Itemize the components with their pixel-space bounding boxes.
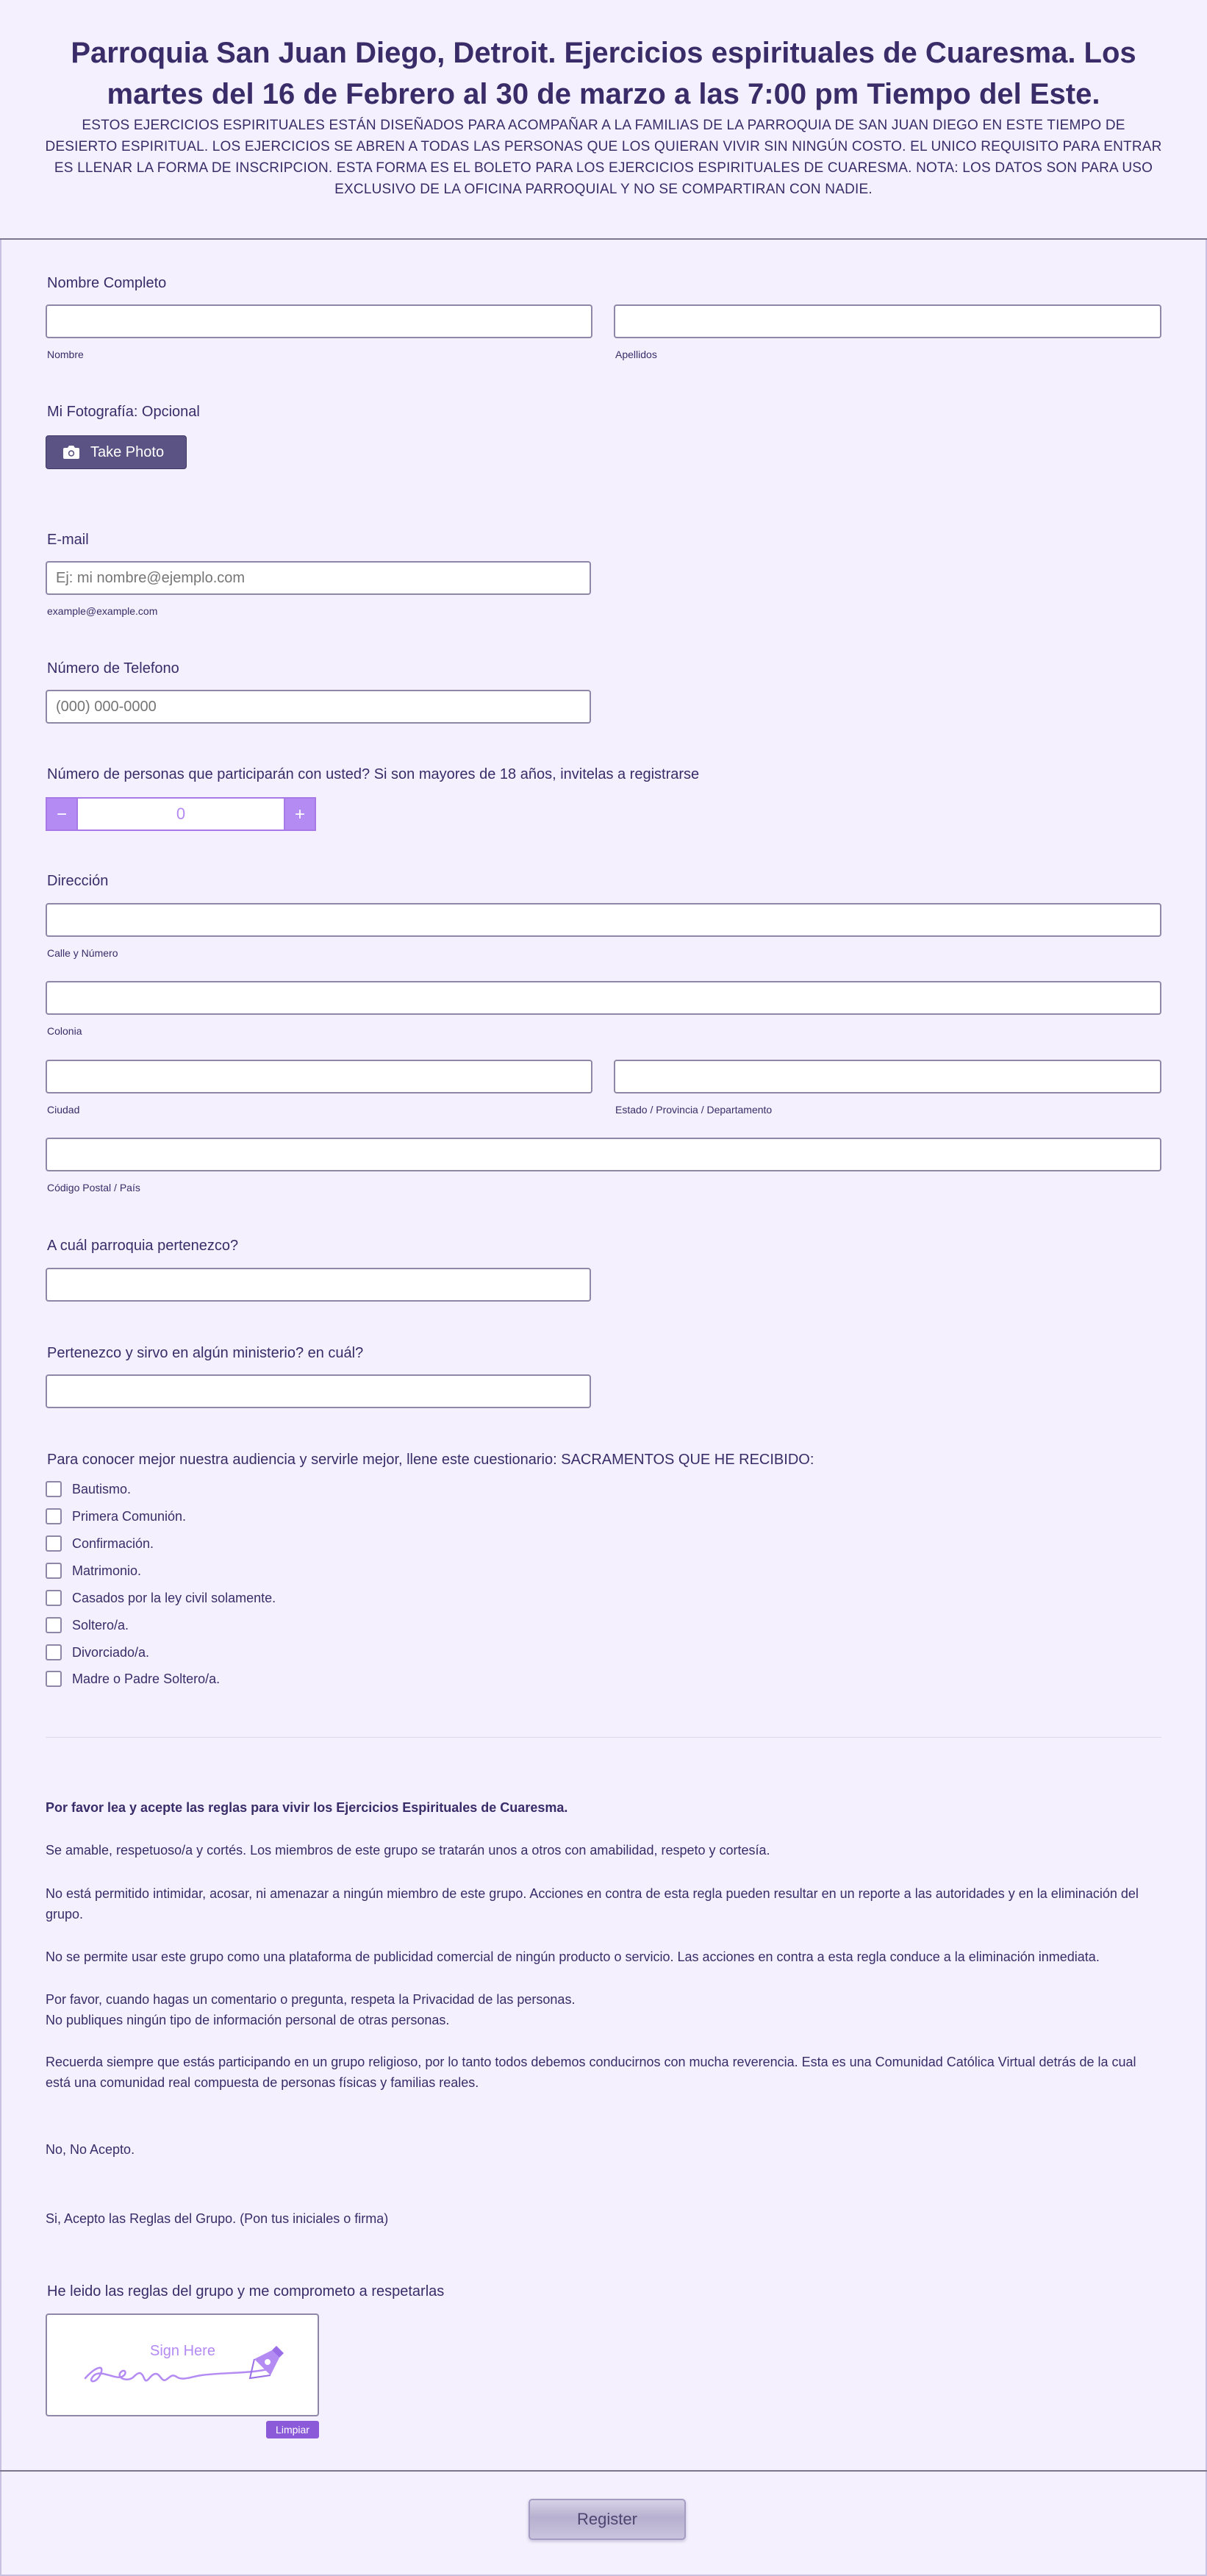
ministry-label: Pertenezco y sirvo en algún ministerio? en cuál? — [47, 1345, 364, 1361]
pen-icon — [250, 2346, 284, 2378]
address-label: Dirección — [47, 873, 109, 889]
take-photo-button[interactable] — [46, 435, 187, 469]
colonia-sublabel: Colonia — [47, 1025, 82, 1037]
photo-label: Mi Fotografía: Opcional — [47, 404, 200, 420]
guests-label: Número de personas que participarán con usted? Si son mayores de 18 años, invitelas a registrarse — [47, 766, 700, 782]
form-description: ESTOS EJERCICIOS ESPIRITUALES ESTÁN DISEÑADOS PARA ACOMPAÑAR A LA FAMILIAS DE LA PARROQUIA DE SAN JUAN DIEGO EN ESTE TIEMPO DE DESIERTO ESPIRITUAL. LOS EJERCICIOS SE ABREN A TODAS LAS PERSONAS QUE LOS QUIERAN VIVIR SIN NINGÚN COSTO. EL UNICO REQUISITO PARA ENTRAR ES LLENAR LA FORMA DE INSCRIPCION. ESTA FORMA ES EL BOLETO PARA LOS EJERCICIOS ESPIRITUALES DE CUARESMA. NOTA: LOS DATOS SON PARA USO EXCLUSIVO DE LA OFICINA PARROQUIAL Y NO SE COMPARTIRAN CON NADIE. — [45, 118, 1162, 197]
signature-pad[interactable] — [46, 2313, 319, 2416]
email-input[interactable] — [46, 561, 591, 595]
checkbox[interactable] — [46, 1617, 62, 1633]
register-button[interactable]: Register — [529, 2499, 686, 2540]
form-title: Parroquia San Juan Diego, Detroit. Ejercicios espirituales de Cuaresma. Los martes del 16 de Febrero al 30 de marzo a las 7:00 pm Tiempo del Este. — [71, 37, 1136, 110]
camera-icon — [62, 445, 80, 460]
rule-paragraph: No está permitido intimidar, acosar, ni amenazar a ningún miembro de este grupo. Acciones en contra de esta regla pueden resultar en un reporte a las autoridades y en la eliminación del grupo. — [46, 1886, 1139, 1922]
parish-label: A cuál parroquia pertenezco? — [47, 1238, 239, 1254]
phone-input[interactable] — [46, 690, 591, 724]
take-photo-label: Take Photo — [90, 444, 165, 460]
reject-rules-text: No, No Acepto. — [46, 2142, 135, 2157]
state-input[interactable] — [614, 1060, 1161, 1093]
colonia-input[interactable] — [46, 981, 1161, 1015]
survey-label: Para conocer mejor nuestra audiencia y servirle mejor, llene este cuestionario: SACRAMENTOS QUE HE RECIBIDO: — [47, 1452, 814, 1468]
ministry-input[interactable] — [46, 1374, 591, 1408]
checkbox[interactable] — [46, 1481, 62, 1497]
checkbox[interactable] — [46, 1563, 62, 1579]
sign-here-illustration — [47, 2315, 318, 2415]
last-name-sublabel: Apellidos — [615, 349, 657, 360]
form-header — [0, 0, 1207, 240]
section-divider — [46, 1737, 1161, 1738]
checkbox[interactable] — [46, 1535, 62, 1552]
street-sublabel: Calle y Número — [47, 947, 118, 959]
city-sublabel: Ciudad — [47, 1104, 80, 1116]
state-sublabel: Estado / Provincia / Departamento — [615, 1104, 773, 1116]
email-label: E-mail — [47, 532, 89, 548]
full-name-label: Nombre Completo — [47, 275, 167, 291]
checkbox[interactable] — [46, 1590, 62, 1606]
phone-label: Número de Telefono — [47, 660, 179, 677]
signature-label: He leido las reglas del grupo y me comprometo a respetarlas — [47, 2283, 445, 2300]
checkbox[interactable] — [46, 1508, 62, 1524]
rule-paragraph: Recuerda siempre que estás participando en un grupo religioso, por lo tanto todos debemos conducirnos con mucha reverencia. Esta es una Comunidad Católica Virtual detrás de la cual está una comunidad real compuesta de personas físicas y familias reales. — [46, 2055, 1136, 2090]
rule-paragraph: No se permite usar este grupo como una plataforma de publicidad comercial de ningún producto o servicio. Las acciones en contra a esta regla conduce a la eliminación inmediata. — [46, 1949, 1100, 1964]
increment-button[interactable]: + — [284, 797, 316, 831]
last-name-input[interactable] — [614, 304, 1161, 338]
checkbox[interactable] — [46, 1644, 62, 1660]
postal-input[interactable] — [46, 1138, 1161, 1171]
rule-paragraph: Por favor, cuando hagas un comentario o pregunta, respeta la Privacidad de las personas. — [46, 1992, 576, 2007]
guests-stepper — [46, 797, 316, 831]
accept-rules-text: Si, Acepto las Reglas del Grupo. (Pon tus iniciales o firma) — [46, 2211, 389, 2226]
first-name-input[interactable] — [46, 304, 592, 338]
rules-heading: Por favor lea y acepte las reglas para vivir los Ejercicios Espirituales de Cuaresma. — [46, 1800, 568, 1815]
rule-paragraph: Se amable, respetuoso/a y cortés. Los miembros de este grupo se tratarán unos a otros con amabilidad, respeto y cortesía. — [46, 1843, 770, 1858]
rule-paragraph: No publiques ningún tipo de información personal de otras personas. — [46, 2013, 450, 2027]
checkbox[interactable] — [46, 1671, 62, 1687]
city-input[interactable] — [46, 1060, 592, 1093]
guests-count-input[interactable]: 0 — [78, 797, 284, 831]
street-input[interactable] — [46, 903, 1161, 937]
postal-sublabel: Código Postal / País — [47, 1182, 140, 1194]
parish-input[interactable] — [46, 1268, 591, 1302]
first-name-sublabel: Nombre — [47, 349, 84, 360]
decrement-button[interactable]: − — [46, 797, 78, 831]
clear-signature-button[interactable]: Limpiar — [266, 2421, 319, 2438]
email-sublabel: example@example.com — [47, 605, 158, 617]
sign-here-text: Sign Here — [150, 2343, 215, 2359]
